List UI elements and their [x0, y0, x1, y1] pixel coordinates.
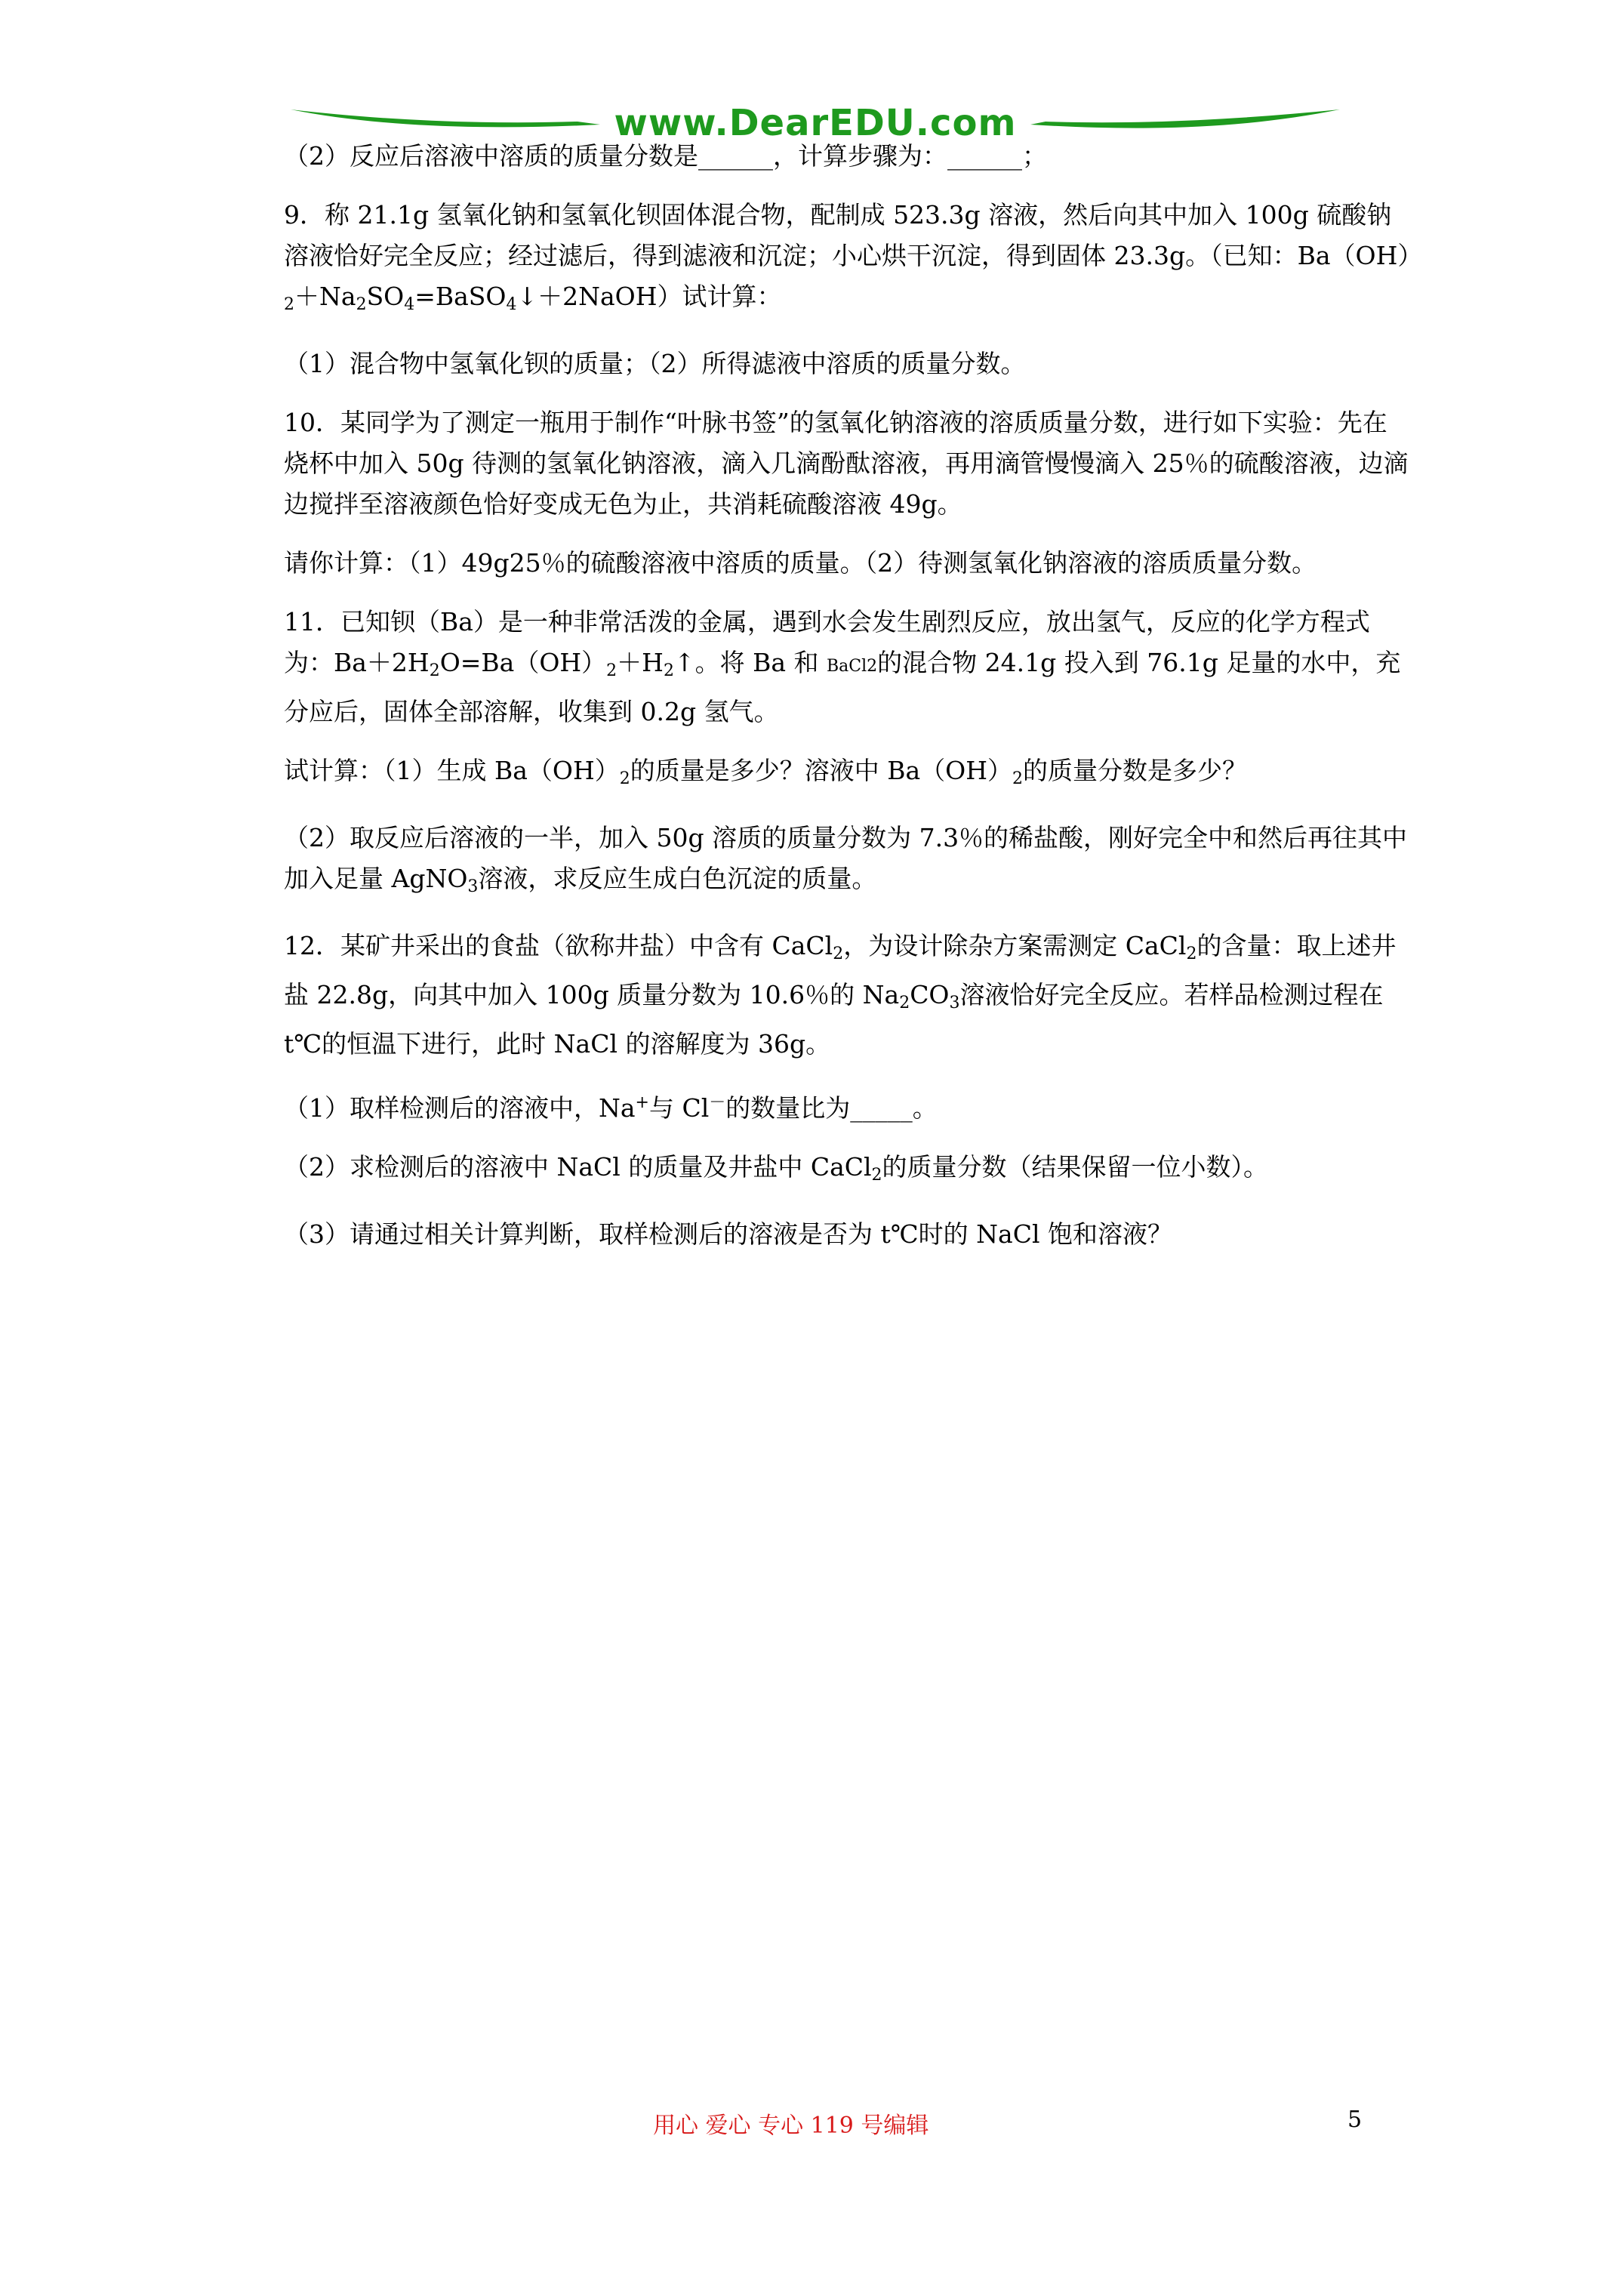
question-9-parts: （1）混合物中氢氧化钡的质量；（2）所得滤液中溶质的质量分数。 [284, 349, 1026, 378]
question-12-part3: （3）请通过相关计算判断，取样检测后的溶液是否为 t℃时的 NaCl 饱和溶液？ [284, 1219, 1172, 1249]
question-12-part1: （1）取样检测后的溶液中，Na+与 Cl－的数量比为_____。 [284, 1093, 938, 1123]
question-11: 11．已知钡（Ba）是一种非常活泼的金属，遇到水会发生剧烈反应，放出氢气，反应的化学方程式为：$Ba+2H_2O=Ba(OH)_2+H_2↑$。将 Ba 和 BaCl2的混合物 24.1g 投入到 76.1g 足量的水中，充分应后，固体全部溶解，收集到 0.2g 氢气。 [284, 607, 1401, 726]
q8-part2: （2）反应后溶液中溶质的质量分数是______，计算步骤为：______； [284, 141, 1047, 171]
question-10: 10．某同学为了测定一瓶用于制作“叶脉书签”的氢氧化钠溶液的溶质质量分数，进行如下实验：先在烧杯中加入 50g 待测的氢氧化钠溶液，滴入几滴酚酞溶液，再用滴管慢慢滴入 25％的硫酸溶液，边滴边搅拌至溶液颜色恰好变成无色为止，共消耗硫酸溶液 49g。 [284, 408, 1409, 519]
question-12-part2: （2）求检测后的溶液中 NaCl 的质量及井盐中 CaCl$_2$的质量分数（结果保留一位小数）。 [284, 1152, 1269, 1185]
question-11-part2: （2）取反应后溶液的一半，加入 50g 溶质的质量分数为 7.3％的稀盐酸，刚好完全中和然后再往其中加入足量 AgNO$_3$溶液，求反应生成白色沉淀的质量。 [284, 823, 1408, 896]
question-9: 9．称 21.1g 氢氧化钠和氢氧化钡固体混合物，配制成 523.3g 溶液，然后向其中加入 100g 硫酸钠溶液恰好完全反应；经过滤后，得到滤液和沉淀；小心烘干沉淀，得到固体 23.3g。（已知：$Ba(OH)_2+Na_2SO_4=BaSO_4↓+2NaOH$）试计算： [284, 200, 1423, 314]
page-footer [0, 2106, 1623, 2152]
document-body [248, 136, 1423, 1273]
footer-slogan: 用心 爱心 专心 119 号编辑 [653, 2113, 929, 2139]
question-12: 12．某矿井采出的食盐（欲称井盐）中含有 CaCl$_2$，为设计除杂方案需测定 CaCl$_2$的含量：取上述井盐 22.8g，向其中加入 100g 质量分数为 10.6％的 $Na_2CO_3$溶液恰好完全反应。若样品检测过程在 t℃的恒温下进行，此时 NaCl 的溶解度为 36g。 [284, 931, 1397, 1059]
site-logo[interactable]: www.DearEDU.com [614, 102, 1017, 144]
page-number: 5 [1347, 2106, 1363, 2133]
question-11-ask: 试计算：（1）生成 $Ba(OH)_2$的质量是多少？溶液中 $Ba(OH)_2$的质量分数是多少？ [284, 756, 1247, 788]
question-10-ask: 请你计算：（1）49g25％的硫酸溶液中溶质的质量。（2）待测氢氧化钠溶液的溶质质量分数。 [284, 548, 1317, 578]
